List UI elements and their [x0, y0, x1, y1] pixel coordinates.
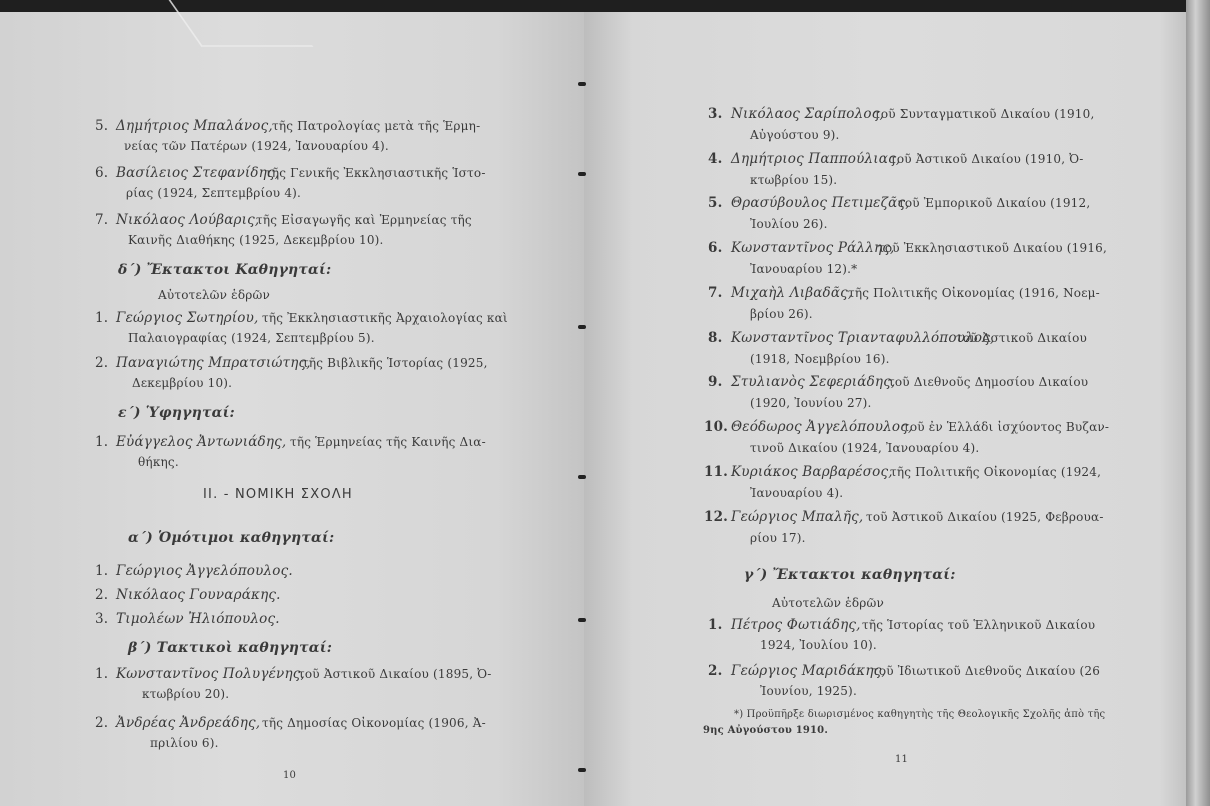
chair-title: τῆς Πολιτικῆς Οἰκονομίας (1924,: [890, 465, 1102, 479]
appointment-date: τινοῦ Δικαίου (1924, Ἰανουαρίου 4).: [750, 441, 980, 455]
entry-number: 5.: [95, 118, 109, 134]
appointment-date: ρίου 17).: [750, 531, 806, 545]
appointment-date: Ἰουνίου, 1925).: [760, 684, 857, 698]
professor-name: Νικόλαος Σαρίπολος,: [731, 106, 884, 122]
entry-number: 1.: [95, 666, 109, 682]
appointment-date: θήκης.: [138, 455, 179, 469]
professor-name: Δημήτριος Παππούλιας,: [731, 151, 901, 167]
chair-title: τῆς Πατρολογίας μετὰ τῆς Ἑρμη-: [272, 119, 481, 133]
appointment-date: Παλαιογραφίας (1924, Σεπτεμβρίου 5).: [128, 331, 375, 345]
entry-number: 2.: [708, 663, 723, 679]
entry-number: 2.: [95, 715, 109, 731]
entry-number: 1.: [708, 617, 723, 633]
professor-name: Γεώργιος Μπαλῆς,: [731, 509, 864, 525]
section-heading: ε΄) Ὑφηγηταί:: [118, 405, 235, 421]
professor-name: Δημήτριος Μπαλάνος,: [116, 118, 273, 134]
professor-name: Νικόλαος Λούβαρις,: [116, 212, 260, 228]
entry-number: 1.: [95, 563, 109, 579]
professor-name: Κωνσταντῖνος Πολυγένης,: [116, 666, 305, 682]
chair-title: τοῦ Ἐκκλησιαστικοῦ Δικαίου (1916,: [878, 241, 1108, 255]
binding-stitch: [578, 768, 586, 772]
professor-name: Στυλιανὸς Σεφεριάδης,: [731, 374, 896, 390]
page-number: 10: [283, 770, 297, 781]
professor-name: Τιμολέων Ἠλιόπουλος.: [116, 611, 280, 627]
entry-number: 7.: [95, 212, 109, 228]
chair-title: τῆς Δημοσίας Οἰκονομίας (1906, Ἀ-: [262, 716, 486, 730]
section-subheading: Αὐτοτελῶν ἑδρῶν: [158, 288, 270, 302]
entry-number: 5.: [708, 195, 723, 211]
chair-title: τῆς Πολιτικῆς Οἰκονομίας (1916, Νοεμ-: [848, 286, 1100, 300]
appointment-date: Δεκεμβρίου 10).: [132, 376, 233, 390]
appointment-date: (1918, Νοεμβρίου 16).: [750, 352, 890, 366]
entry-number: 9.: [708, 374, 723, 390]
professor-name: Θεόδωρος Ἀγγελόπουλος,: [731, 419, 913, 435]
chair-title: τῆς Βιβλικῆς Ἱστορίας (1925,: [302, 356, 488, 370]
entry-number: 6.: [95, 165, 109, 181]
professor-name: Μιχαὴλ Λιβαδᾶς,: [731, 285, 853, 301]
appointment-date: (1920, Ἰουνίου 27).: [750, 396, 872, 410]
chair-title: τῆς Εἰσαγωγῆς καὶ Ἑρμηνείας τῆς: [256, 213, 472, 227]
section-subheading: Αὐτοτελῶν ἑδρῶν: [772, 596, 884, 610]
entry-number: 7.: [708, 285, 723, 301]
appointment-date: Καινῆς Διαθήκης (1925, Δεκεμβρίου 10).: [128, 233, 384, 247]
footnote-continuation: 9ης Αὐγούστου 1910.: [703, 725, 829, 736]
professor-name: Εὐάγγελος Ἀντωνιάδης,: [116, 434, 287, 450]
appointment-date: νείας τῶν Πατέρων (1924, Ἰανουαρίου 4).: [124, 139, 389, 153]
professor-name: Βασίλειος Στεφανίδης,: [116, 165, 280, 181]
entry-number: 11.: [704, 464, 729, 480]
section-heading: δ΄) Ἔκτακτοι Καθηγηταί:: [118, 262, 332, 278]
appointment-date: 1924, Ἰουλίου 10).: [760, 638, 877, 652]
chair-title: τοῦ Ἀστικοῦ Δικαίου: [956, 331, 1088, 345]
chair-title: τοῦ Ἀστικοῦ Δικαίου (1925, Φεβρουα-: [866, 510, 1104, 524]
appointment-date: πριλίου 6).: [150, 736, 219, 750]
chair-title: τοῦ Ἀστικοῦ Δικαίου (1895, Ὀ-: [298, 667, 492, 681]
entry-number: 6.: [708, 240, 723, 256]
page-number: 11: [895, 754, 909, 765]
professor-name: Γεώργιος Ἀγγελόπουλος.: [116, 563, 293, 579]
chair-title: τῆς Ἐκκλησιαστικῆς Ἀρχαιολογίας καὶ: [262, 311, 508, 325]
professor-name: Νικόλαος Γουναράκης.: [116, 587, 281, 603]
binding-stitch: [578, 172, 586, 176]
book-page-edges: [1186, 0, 1210, 806]
professor-name: Παναγιώτης Μπρατσιώτης,: [116, 355, 311, 371]
entry-number: 10.: [704, 419, 729, 435]
appointment-date: Ἰανουαρίου 12).*: [750, 262, 858, 276]
section-heading: β΄) Τακτικοὶ καθηγηταί:: [128, 640, 333, 656]
appointment-date: Ἰουλίου 26).: [750, 217, 828, 231]
entry-number: 3.: [95, 611, 109, 627]
entry-number: 2.: [95, 587, 109, 603]
entry-number: 8.: [708, 330, 723, 346]
school-heading: ΙΙ. - ΝΟΜΙΚΗ ΣΧΟΛΗ: [203, 487, 353, 502]
appointment-date: κτωβρίου 15).: [750, 173, 838, 187]
professor-name: Πέτρος Φωτιάδης,: [731, 617, 861, 633]
appointment-date: ρίας (1924, Σεπτεμβρίου 4).: [126, 186, 302, 200]
chair-title: τοῦ ἐν Ἑλλάδι ἰσχύοντος Βυζαν-: [903, 420, 1110, 434]
binding-stitch: [578, 325, 586, 329]
appointment-date: Ἰανουαρίου 4).: [750, 486, 844, 500]
professor-name: Θρασύβουλος Πετιμεζᾶς,: [731, 195, 910, 211]
binding-stitch: [578, 618, 586, 622]
appointment-date: βρίου 26).: [750, 307, 813, 321]
professor-name: Κωνσταντῖνος Ράλλης,: [731, 240, 895, 256]
professor-name: Κυριάκος Βαρβαρέσος,: [731, 464, 893, 480]
section-heading: γ΄) Ἔκτακτοι καθηγηταί:: [744, 567, 956, 583]
chair-title: τοῦ Ἐμπορικοῦ Δικαίου (1912,: [898, 196, 1091, 210]
chair-title: τοῦ Συνταγματικοῦ Δικαίου (1910,: [874, 107, 1095, 121]
appointment-date: κτωβρίου 20).: [142, 687, 230, 701]
binding-stitch: [578, 475, 586, 479]
entry-number: 2.: [95, 355, 109, 371]
chair-title: τοῦ Ἀστικοῦ Δικαίου (1910, Ὀ-: [890, 152, 1084, 166]
entry-number: 1.: [95, 434, 109, 450]
chair-title: τῆς Ἱστορίας τοῦ Ἑλληνικοῦ Δικαίου: [862, 618, 1096, 632]
binding-stitch: [578, 82, 586, 86]
chair-title: τῆς Γενικῆς Ἐκκλησιαστικῆς Ἱστο-: [265, 166, 486, 180]
professor-name: Ἀνδρέας Ἀνδρεάδης,: [116, 715, 261, 731]
chair-title: τοῦ Διεθνοῦς Δημοσίου Δικαίου: [888, 375, 1089, 389]
footnote: *) Προϋπῆρξε διωρισμένος καθηγητὴς τῆς Θεολογικῆς Σχολῆς ἀπὸ τῆς: [734, 709, 1106, 720]
professor-name: Κωνσταντῖνος Τριανταφυλλόπουλος,: [731, 330, 995, 346]
professor-name: Γεώργιος Μαριδάκης,: [731, 663, 886, 679]
chair-title: τοῦ Ἰδιωτικοῦ Διεθνοῦς Δικαίου (26: [872, 664, 1101, 678]
chair-title: τῆς Ἑρμηνείας τῆς Καινῆς Δια-: [290, 435, 486, 449]
section-heading: α΄) Ὁμότιμοι καθηγηταί:: [128, 530, 335, 546]
entry-number: 1.: [95, 310, 109, 326]
entry-number: 12.: [704, 509, 729, 525]
entry-number: 3.: [708, 106, 723, 122]
entry-number: 4.: [708, 151, 723, 167]
appointment-date: Αὐγούστου 9).: [750, 128, 840, 142]
professor-name: Γεώργιος Σωτηρίου,: [116, 310, 259, 326]
